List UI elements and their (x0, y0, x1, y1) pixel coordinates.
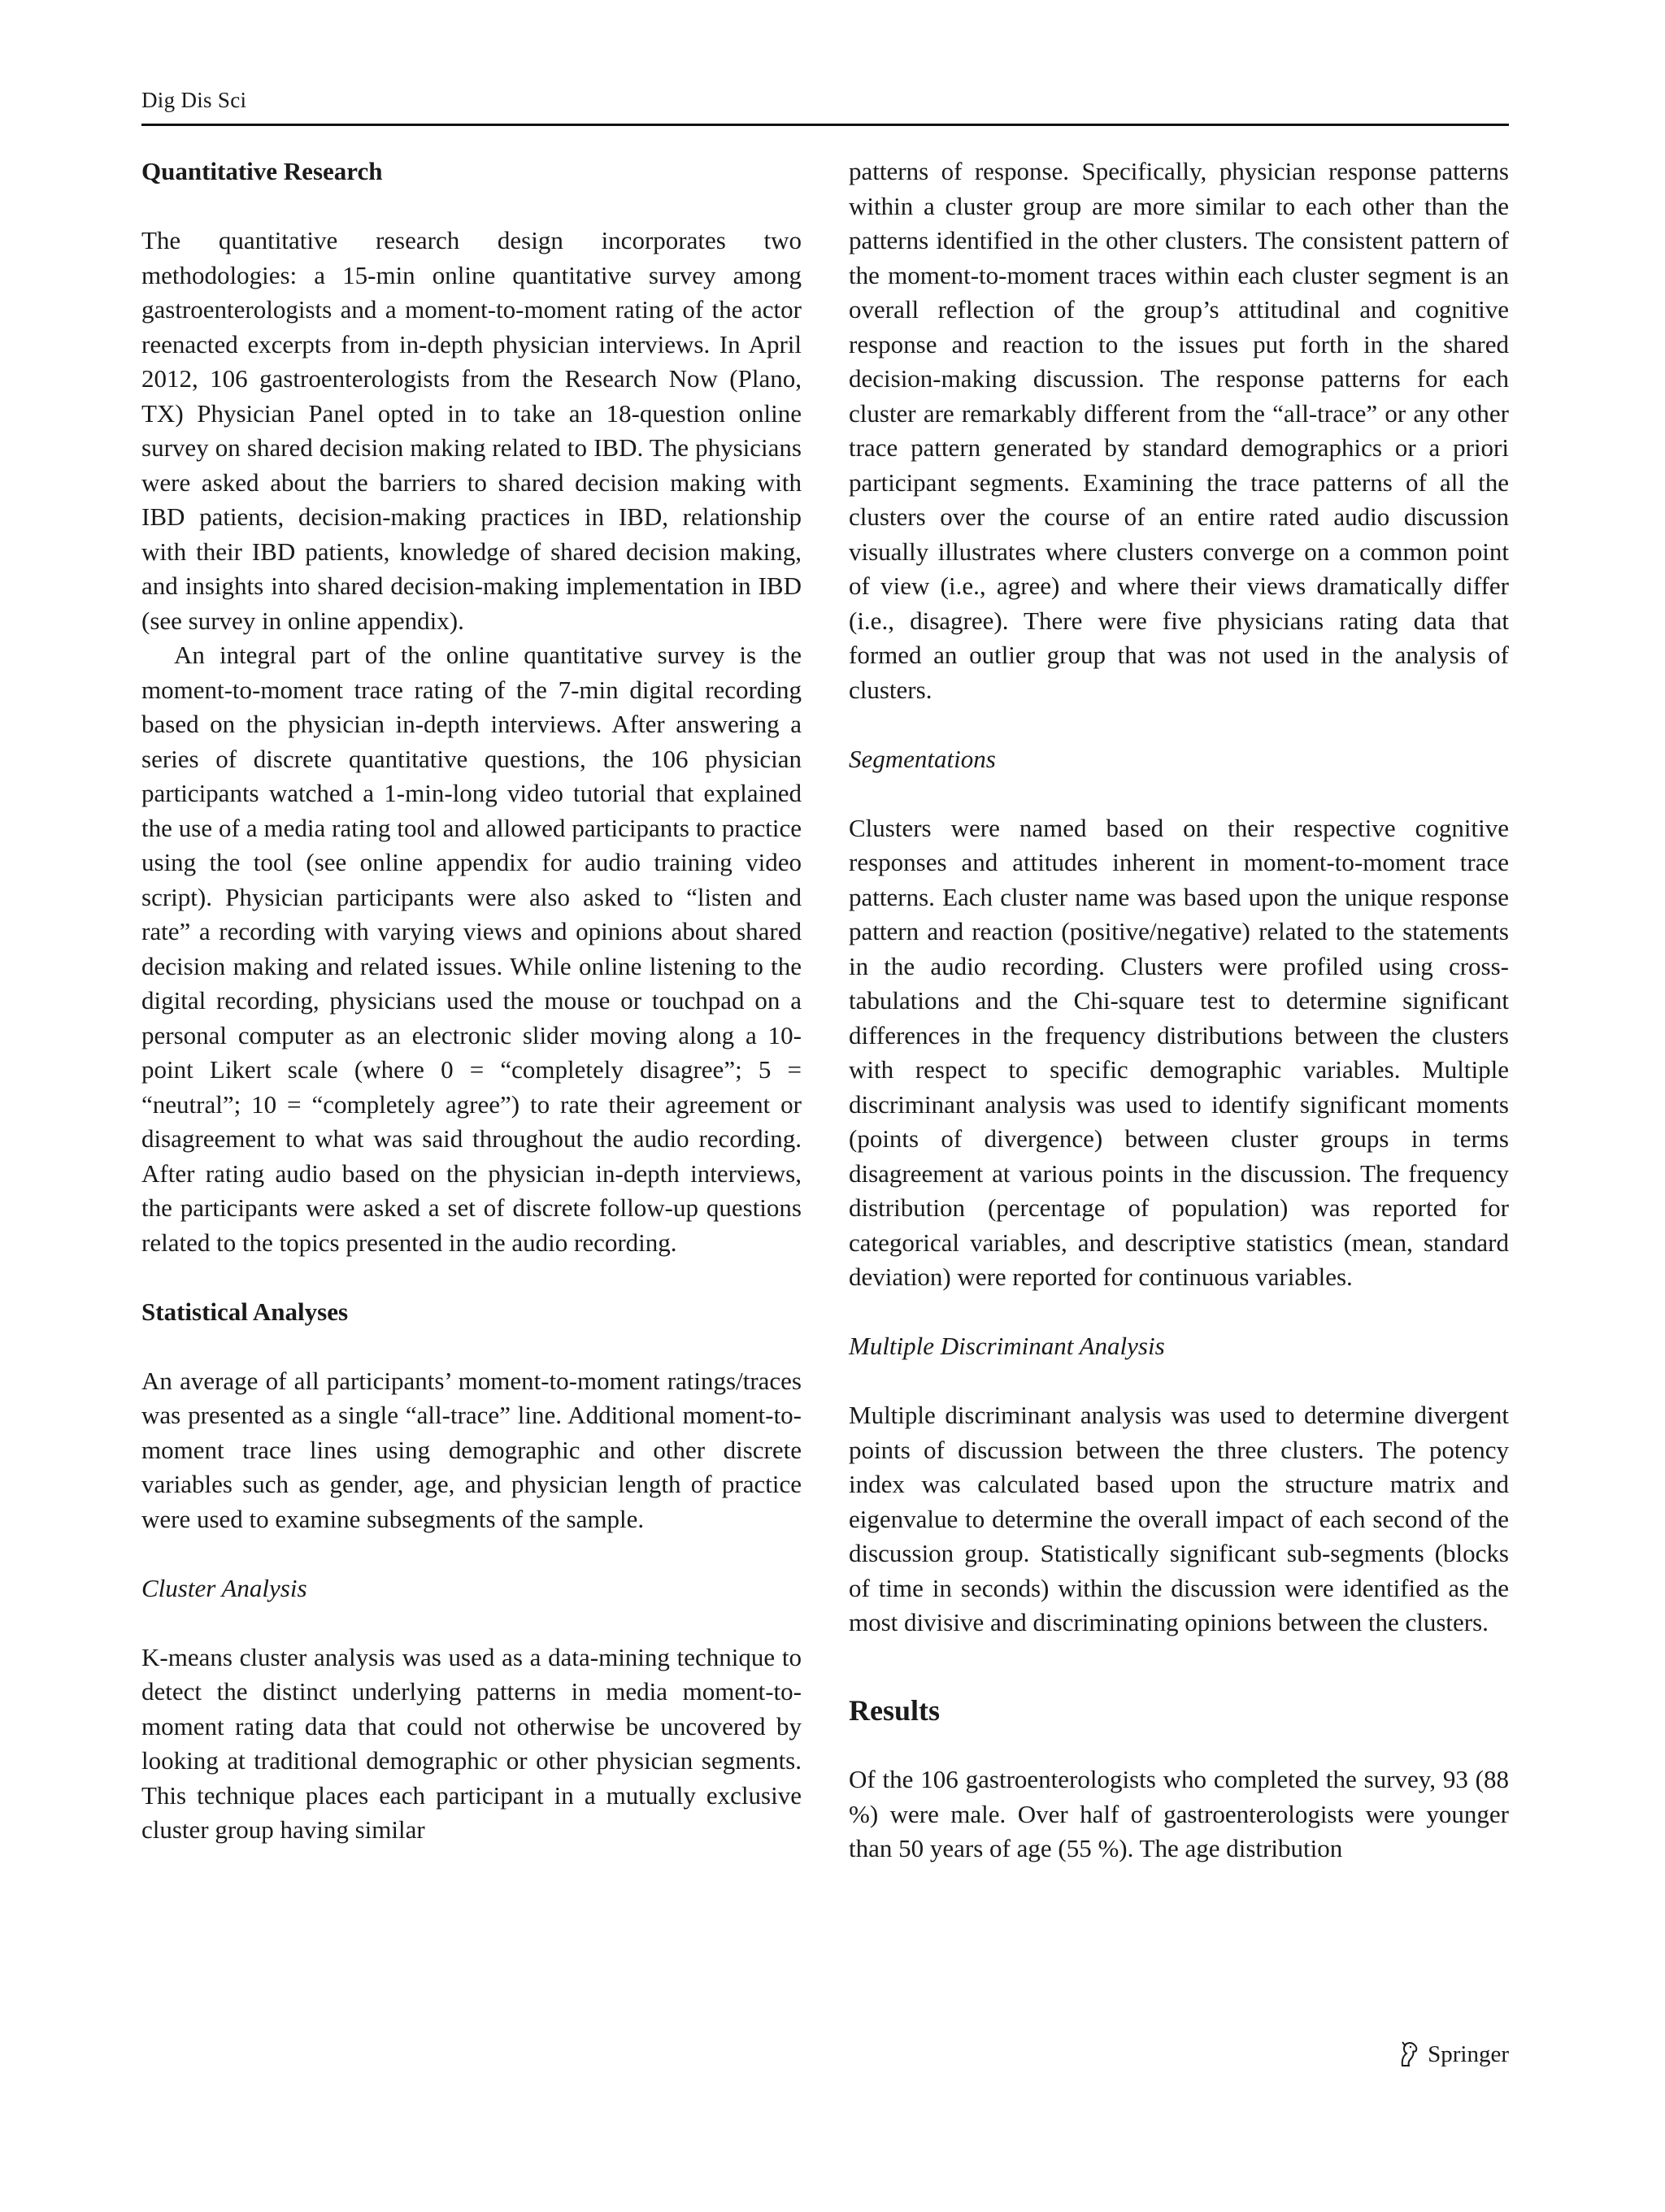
paragraph: The quantitative research design incorporates two methodologies: a 15-min online quantitative survey among gastroenterologists and a moment-to-moment rating of the actor reenacted excerpts from in-depth physician interviews. In April 2012, 106 gastroenterologists from the Research Now (Plano, TX) Physician Panel opted in to take an 18-question online survey on shared decision making related to IBD. The physicians were asked about the barriers to shared decision making with IBD patients, decision-making practices in IBD, relationship with their IBD patients, knowledge of shared decision making, and insights into shared decision-making implementation in IBD (see survey in online appendix). (141, 226, 802, 635)
paragraph: Clusters were named based on their respective cognitive responses and attitudes inherent in moment-to-moment trace patterns. Each cluster name was based upon the unique response pattern and reaction (positive/negative) related to the statements in the audio recording. Clusters were profiled using cross-tabulations and the Chi-square test to determine significant differences in the frequency distributions between the clusters with respect to specific demographic variables. Multiple discriminant analysis was used to identify significant moments (points of divergence) between cluster groups in terms disagreement at various points in the discussion. The frequency distribution (percentage of population) was reported for categorical variables, and descriptive statistics (mean, standard deviation) were reported for continuous variables. (849, 813, 1509, 1291)
left-column (141, 154, 802, 1848)
heading-quantitative-research: Quantitative Research (141, 157, 383, 185)
publisher-footer (1395, 2040, 1509, 2068)
subheading-cluster-analysis: Cluster Analysis (141, 1573, 307, 1602)
subheading-segmentations: Segmentations (849, 744, 996, 773)
heading-statistical-analyses: Statistical Analyses (141, 1297, 349, 1326)
header-rule (141, 124, 1509, 126)
right-column (849, 154, 1509, 1867)
paragraph: Of the 106 gastroenterologists who completed the survey, 93 (88 %) were male. Over half of gastroenterologists were younger than 50 years of age (55 %). The age distribution (849, 1765, 1509, 1862)
subheading-multiple-discriminant-analysis: Multiple Discriminant Analysis (849, 1332, 1165, 1360)
springer-horse-icon (1395, 2040, 1421, 2068)
paragraph: An average of all participants’ moment-to-moment ratings/traces was presented as a single “all-trace” line. Additional moment-to-moment trace lines using demographic and other discrete variables such as gender, age, and physician length of practice were used to examine subsegments of the sample. (141, 1366, 802, 1533)
paragraph: Multiple discriminant analysis was used to determine divergent points of discussion between the three clusters. The potency index was calculated based upon the structure matrix and eigenvalue to determine the overall impact of each second of the discussion group. Statistically significant sub-segments (blocks of time in seconds) within the discussion were identified as the most divisive and discriminating opinions between the clusters. (849, 1401, 1509, 1636)
publisher-name: Springer (1428, 2040, 1509, 2067)
paragraph: patterns of response. Specifically, physician response patterns within a cluster group are more similar to each other than the patterns identified in the other clusters. The consistent pattern of the moment-to-moment traces within each cluster segment is an overall reflection of the group’s attitudinal and cognitive response and reaction to the issues put forth in the shared decision-making discussion. The response patterns for each cluster are remarkably different from the “all-trace” or any other trace pattern generated by standard demographics or a priori participant segments. Examining the trace patterns of all the clusters over the course of an entire rated audio discussion visually illustrates where clusters converge on a common point of view (i.e., agree) and where their views dramatically differ (i.e., disagree). There were five physicians rating data that formed an outlier group that was not used in the analysis of clusters. (849, 157, 1509, 704)
paragraph: An integral part of the online quantitative survey is the moment-to-moment trace rating of the 7-min digital recording based on the physician in-depth interviews. After answering a series of discrete quantitative questions, the 106 physician participants watched a 1-min-long video tutorial that explained the use of a media rating tool and allowed participants to practice using the tool (see online appendix for audio training video script). Physician participants were also asked to “listen and rate” a recording with varying views and opinions about shared decision making and related issues. While online listening to the digital recording, physicians used the mouse or touchpad on a personal computer as an electronic slider moving along a 10-point Likert scale (where 0 = “completely disagree”; 5 = “neutral”; 10 = “completely agree”) to rate their agreement or disagreement to what was said throughout the audio recording. After rating audio based on the physician in-depth interviews, the participants were asked a set of discrete follow-up questions related to the topics presented in the audio recording. (141, 641, 802, 1257)
heading-results: Results (849, 1693, 941, 1727)
running-head: Dig Dis Sci (141, 88, 247, 112)
paragraph: K-means cluster analysis was used as a data-mining technique to detect the distinct underlying patterns in media moment-to-moment rating data that could not otherwise be uncovered by looking at traditional demographic or other physician segments. This technique places each participant in a mutually exclusive cluster group having similar (141, 1642, 802, 1844)
